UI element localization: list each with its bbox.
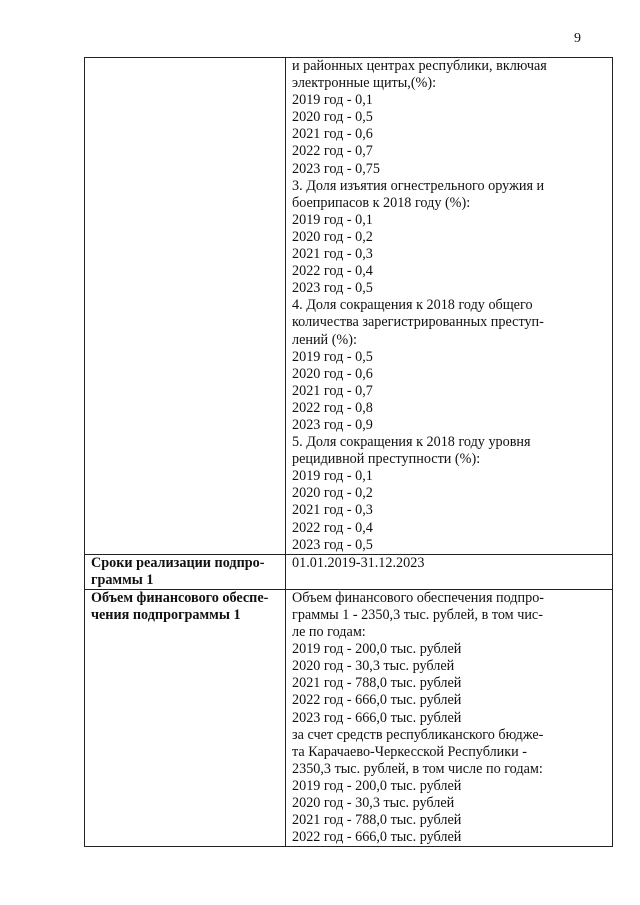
value-line: 4. Доля сокращения к 2018 году общего xyxy=(292,297,533,314)
passport-table xyxy=(84,57,613,847)
value-line: 2020 год - 0,6 xyxy=(292,365,373,382)
value-line: 3. Доля изъятия огнестрельного оружия и xyxy=(292,177,545,194)
value-line: 2019 год - 200,0 тыс. рублей xyxy=(292,777,462,794)
label-line: граммы 1 xyxy=(91,571,154,588)
value-line: 2019 год - 0,1 xyxy=(292,211,373,228)
value-line: электронные щиты,(%): xyxy=(292,75,437,92)
value-line: 2023 год - 0,5 xyxy=(292,536,373,553)
value-line: 2020 год - 0,2 xyxy=(292,228,373,245)
value-line: 2020 год - 30,3 тыс. рублей xyxy=(292,658,455,675)
value-line: та Карачаево-Черкесской Республики - xyxy=(292,743,528,760)
value-line: 2020 год - 0,2 xyxy=(292,485,373,502)
value-line: Объем финансового обеспечения подпро- xyxy=(292,589,545,606)
value-line: 2020 год - 30,3 тыс. рублей xyxy=(292,795,455,812)
value-line: 2023 год - 666,0 тыс. рублей xyxy=(292,709,462,726)
value-line: за счет средств республиканского бюдже- xyxy=(292,726,544,743)
page-number: 9 xyxy=(574,31,581,46)
row-value-cell xyxy=(286,58,613,555)
value-line: 2022 год - 0,8 xyxy=(292,399,373,416)
row-value-cell xyxy=(286,589,613,846)
value-line: 2021 год - 0,3 xyxy=(292,502,373,519)
label-line: чения подпрограммы 1 xyxy=(91,607,241,623)
value-line: и районных центрах республики, включая xyxy=(292,58,547,74)
value-line: боеприпасов к 2018 году (%): xyxy=(292,194,471,211)
value-line: 2020 год - 0,5 xyxy=(292,109,373,126)
row-label-cell xyxy=(85,554,286,589)
value-line: 2023 год - 0,75 xyxy=(292,160,380,177)
value-line: 2019 год - 0,1 xyxy=(292,92,373,109)
value-line: ле по годам: xyxy=(292,624,366,641)
value-line: 2022 год - 0,4 xyxy=(292,519,373,536)
row-label-cell xyxy=(85,589,286,846)
value-line: 01.01.2019-31.12.2023 xyxy=(292,554,425,571)
label-line: Сроки реализации подпро- xyxy=(91,554,265,571)
label-line: Объем финансового обеспе- xyxy=(91,589,269,606)
value-line: 2021 год - 0,6 xyxy=(292,126,373,143)
value-line: 2350,3 тыс. рублей, в том числе по годам: xyxy=(292,760,543,777)
value-line: 5. Доля сокращения к 2018 году уровня xyxy=(292,434,531,451)
value-line: количества зарегистрированных преступ- xyxy=(292,314,544,331)
table-row-indicators xyxy=(85,58,613,555)
value-line: 2023 год - 0,5 xyxy=(292,280,373,297)
value-line: 2022 год - 0,7 xyxy=(292,143,373,160)
value-line: 2023 год - 0,9 xyxy=(292,416,373,433)
value-line: 2022 год - 0,4 xyxy=(292,263,373,280)
value-line: 2019 год - 0,1 xyxy=(292,468,373,485)
value-line: граммы 1 - 2350,3 тыс. рублей, в том чис- xyxy=(292,607,543,623)
row-label-cell xyxy=(85,58,286,555)
value-line: 2022 год - 666,0 тыс. рублей xyxy=(292,829,462,846)
value-line: 2019 год - 0,5 xyxy=(292,348,373,365)
value-line: 2021 год - 0,7 xyxy=(292,382,373,399)
value-line: 2021 год - 0,3 xyxy=(292,246,373,263)
value-line: рецидивной преступности (%): xyxy=(292,451,481,468)
value-line: 2022 год - 666,0 тыс. рублей xyxy=(292,692,462,709)
value-line: лений (%): xyxy=(292,331,357,348)
value-line: 2021 год - 788,0 тыс. рублей xyxy=(292,812,462,829)
value-line: 2019 год - 200,0 тыс. рублей xyxy=(292,641,462,658)
row-value-cell xyxy=(286,554,613,589)
table-row-implementation-period xyxy=(85,554,613,589)
table-row-financing xyxy=(85,589,613,846)
value-line: 2021 год - 788,0 тыс. рублей xyxy=(292,675,462,692)
